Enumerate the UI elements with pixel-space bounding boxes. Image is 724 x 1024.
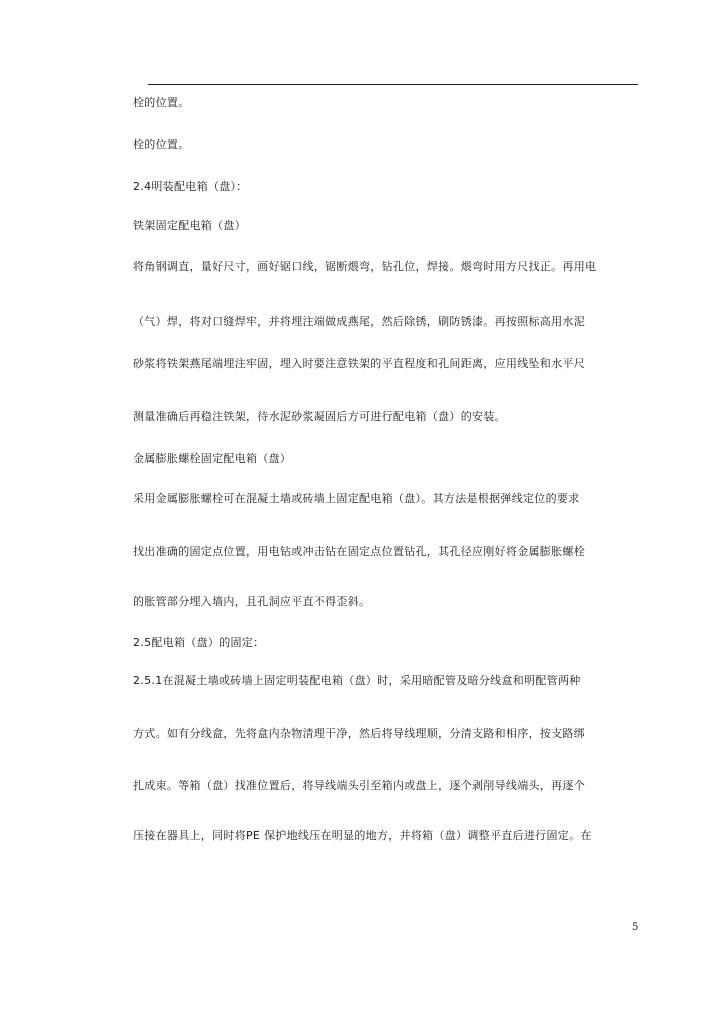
subheading-expansion-bolt: 金属膨胀螺栓固定配电箱（盘） [133,452,292,465]
text-line-1: 栓的位置。 [133,96,190,109]
text-line-16: 扎成束。等箱（盘）找准位置后，将导线端头引至箱内或盘上，逐个剥削导线端头，再逐个 [133,779,585,792]
text-line-6: （气）焊，将对口缝焊牢，并将埋注端做成燕尾，然后除锈，刷防锈漆。再按照标高用水泥 [133,315,585,328]
page-number: 5 [632,922,639,933]
text-line-17: 压接在器具上，同时将PE 保护地线压在明显的地方，并将箱（盘）调整平直后进行固定。在 [133,829,592,842]
text-line-14: 2.5.1在混凝土墙或砖墙上固定明装配电箱（盘）时，采用暗配管及暗分线盒和明配管两种 [133,674,581,687]
text-line-11: 找出准确的固定点位置，用电钻或冲击钻在固定点位置钻孔，其孔径应刚好将金属膨胀螺栓 [133,545,585,558]
text-line-5: 将角钢调直，量好尺寸，画好锯口线，锯断煨弯，钻孔位，焊接。煨弯时用方尺找正。再用电 [133,260,597,273]
section-heading-2-4: 2.4明装配电箱（盘）： [133,180,248,193]
section-heading-2-5: 2.5配电箱（盘）的固定： [133,636,265,649]
header-rule [148,84,638,85]
text-line-8: 测量准确后再稳注铁架，待水泥砂浆凝固后方可进行配电箱（盘）的安装。 [133,410,506,423]
text-line-15: 方式。如有分线盒，先将盒内杂物清理干净，然后将导线理顺，分清支路和相序，按支路绑 [133,727,585,740]
subheading-iron-frame: 铁架固定配电箱（盘） [133,219,246,232]
text-line-10: 采用金属膨胀螺栓可在混凝土墙或砖墙上固定配电箱（盘）。其方法是根据弹线定位的要求 [133,492,580,505]
text-line-2: 栓的位置。 [133,138,190,151]
text-line-7: 砂浆将铁架燕尾端埋注牢固，埋入时要注意铁架的平直程度和孔间距离，应用线坠和水平尺 [133,357,585,370]
text-line-12: 的胀管部分埋入墙内，且孔洞应平直不得歪斜。 [133,595,371,608]
